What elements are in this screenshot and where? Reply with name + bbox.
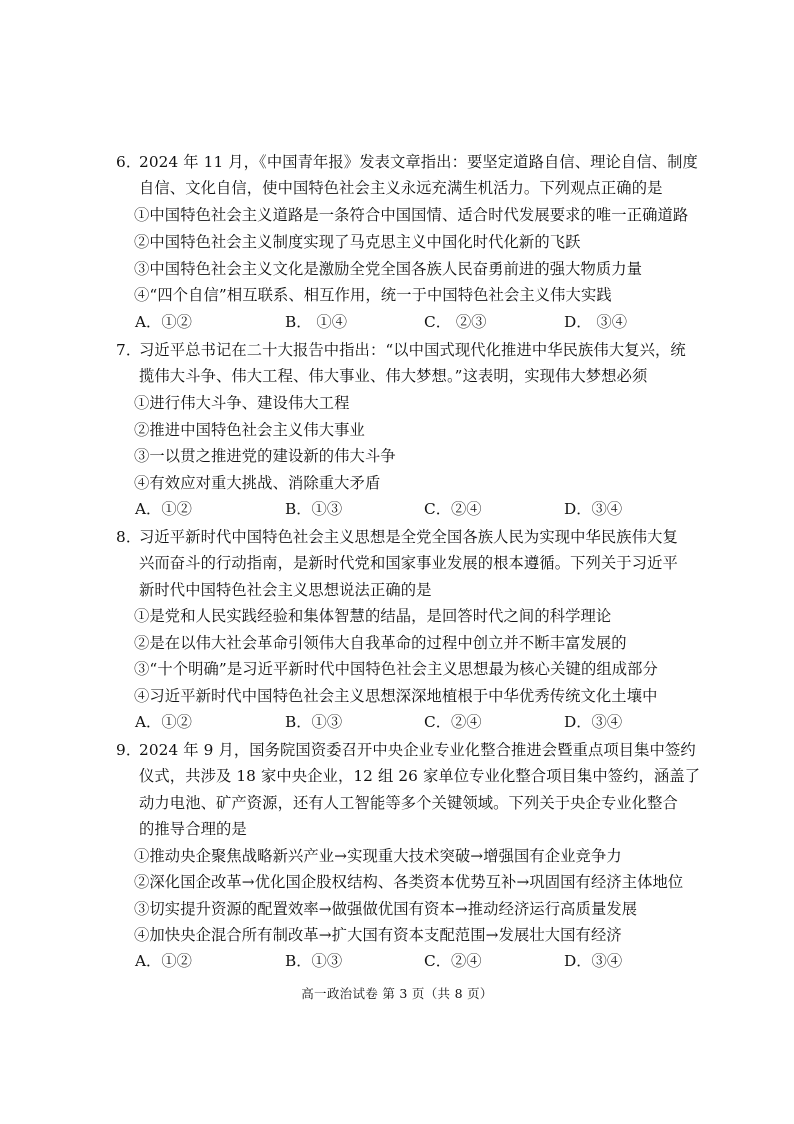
question-stem-line: 习近平总书记在二十大报告中指出：“以中国式现代化推进中华民族伟大复兴，统 [139,341,686,359]
statement-2: ②推进中国特色社会主义伟大事业 [134,421,365,439]
statement-2: ②深化国企改革→优化国企股权结构、各类资本优势互补→巩固国有经济主体地位 [134,873,684,891]
option-c[interactable]: C．②④ [424,713,482,731]
question-number: 9． [116,741,142,759]
option-b[interactable]: B．①③ [285,952,343,970]
question-number: 6． [116,153,142,171]
statement-1: ①进行伟大斗争、建设伟大工程 [134,394,350,412]
question-stem-line: 习近平新时代中国特色社会主义思想是全党全国各族人民为实现中华民族伟大复 [139,528,678,546]
question-stem-line: 2024 年 9 月，国务院国资委召开中央企业专业化整合推进会暨重点项目集中签约 [139,741,696,759]
option-d[interactable]: D．③④ [564,713,623,731]
question-stem-line: 仪式，共涉及 18 家中央企业，12 组 26 家单位专业化整合项目集中签约，涵盖了 [139,767,701,785]
statement-1: ①推动央企聚焦战略新兴产业→实现重大技术突破→增强国有企业竞争力 [134,847,622,865]
question-stem-line: 揽伟大斗争、伟大工程、伟大事业、伟大梦想。”这表明，实现伟大梦想必须 [139,367,648,385]
statement-1: ①是党和人民实践经验和集体智慧的结晶，是回答时代之间的科学理论 [134,607,612,625]
option-c[interactable]: C． ②③ [424,313,487,331]
statement-3: ③中国特色社会主义文化是激励全党全国各族人民奋勇前进的强大物质力量 [134,260,643,278]
statement-3: ③“十个明确”是习近平新时代中国特色社会主义思想最为核心关键的组成部分 [134,660,658,678]
option-a[interactable]: A．①② [135,500,192,518]
statement-2: ②中国特色社会主义制度实现了马克思主义中国化时代化新的飞跃 [134,233,581,251]
option-c[interactable]: C．②④ [424,952,482,970]
option-a[interactable]: A．①② [135,713,192,731]
question-number: 7． [116,341,142,359]
statement-3: ③切实提升资源的配置效率→做强做优国有资本→推动经济运行高质量发展 [134,900,638,918]
page-footer: 高一政治试卷 第 3 页（共 8 页） [301,986,493,1001]
question-stem-line: 的推导合理的是 [139,820,247,838]
statement-4: ④习近平新时代中国特色社会主义思想深深地植根于中华优秀传统文化土壤中 [134,687,658,705]
option-a[interactable]: A．①② [135,952,192,970]
question-stem-line: 2024 年 11 月，《中国青年报》发表文章指出：要坚定道路自信、理论自信、制度 [139,153,698,171]
question-stem-line: 兴而奋斗的行动指南，是新时代党和国家事业发展的根本遵循。下列关于习近平 [139,554,678,572]
question-stem-line: 动力电池、矿产资源，还有人工智能等多个关键领域。下列关于央企专业化整合 [139,794,678,812]
option-b[interactable]: B．①③ [285,500,343,518]
option-d[interactable]: D． ③④ [564,313,628,331]
option-d[interactable]: D．③④ [564,500,623,518]
option-a[interactable]: A．①② [135,313,192,331]
option-b[interactable]: B． ①④ [285,313,347,331]
statement-4: ④加快央企混合所有制改革→扩大国有资本支配范围→发展壮大国有经济 [134,926,622,944]
option-b[interactable]: B．①③ [285,713,343,731]
statement-3: ③一以贯之推进党的建设新的伟大斗争 [134,447,396,465]
statement-4: ④有效应对重大挑战、消除重大矛盾 [134,474,381,492]
statement-1: ①中国特色社会主义道路是一条符合中国国情、适合时代发展要求的唯一正确道路 [134,206,689,224]
question-number: 8． [116,528,142,546]
statement-2: ②是在以伟大社会革命引领伟大自我革命的过程中创立并不断丰富发展的 [134,634,627,652]
statement-4: ④“四个自信”相互联系、相互作用，统一于中国特色社会主义伟大实践 [134,286,612,304]
question-stem-line: 自信、文化自信，使中国特色社会主义永远充满生机活力。下列观点正确的是 [139,179,663,197]
option-c[interactable]: C．②④ [424,500,482,518]
question-stem-line: 新时代中国特色社会主义思想说法正确的是 [139,581,432,599]
option-d[interactable]: D．③④ [564,952,623,970]
